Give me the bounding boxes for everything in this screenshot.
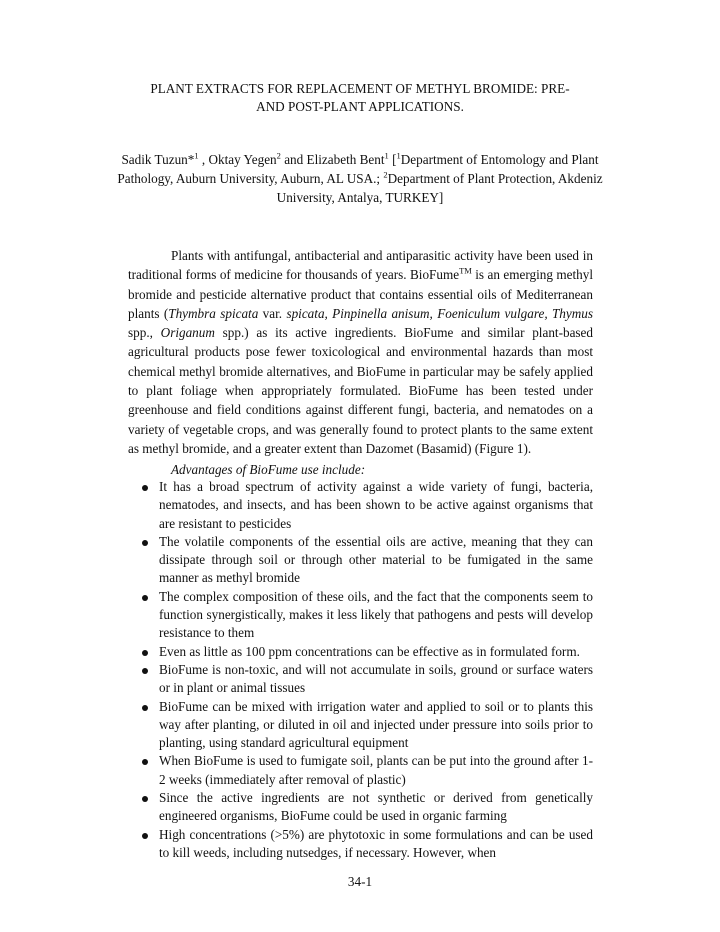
bullet-icon [142, 650, 148, 656]
list-item-text: Even as little as 100 ppm concentrations can be effective as in formulated form. [159, 643, 580, 659]
list-item-text: BioFume is non-toxic, and will not accumulate in soils, ground or surface waters or in plant or animal tissues [159, 661, 593, 696]
advantages-list [128, 478, 593, 862]
list-item-text: High concentrations (>5%) are phytotoxic in some formulations and can be used to kill weeds, including nutsedges, if necessary. However, when [159, 826, 593, 860]
para-text-3: var. [258, 305, 287, 321]
list-item [128, 588, 593, 643]
author-2: , Oktay Yegen [198, 152, 277, 167]
page-number: 34-1 [347, 874, 373, 889]
list-item [128, 789, 593, 826]
species-italic-1: Thymbra spicata [168, 305, 259, 321]
author-block [108, 150, 612, 207]
bullet-icon [142, 540, 148, 546]
species-italic-2: spicata, Pinpinella anisum, Foeniculum vulgare, Thymus [286, 305, 594, 321]
list-item-text: The volatile components of the essential oils are active, meaning that they can dissipate through soil or through other material to be fumigated in the same manner as methyl bromide [159, 533, 593, 586]
list-item [128, 826, 593, 863]
bullet-icon [142, 759, 148, 765]
title-line-2: AND POST-PLANT APPLICATIONS. [256, 99, 464, 114]
para-text-1: Plants with antifungal, antibacterial and antiparasitic activity have been used in traditional forms of medicine for thousands of years. BioFume [128, 248, 593, 283]
bullet-icon [142, 705, 148, 711]
author-2-sup: 2 [276, 150, 281, 161]
author-3: and Elizabeth Bent [280, 152, 385, 167]
para-text-5: spp.) as its active ingredients. BioFume and similar plant-based agricultural products pose fewer toxicological and environmental hazards than most chemical methyl bromide alternatives, and BioFume in particular may be safely applied to plant foliage when appropriately formulated. BioFume has been tested under greenhouse and field conditions against different fungi, bacteria, and nematodes on a variety of vegetable crops, and was generally found to protect plants to the same extent as methyl bromide, and a greater extent than Dazomet (Basamid) (Figure 1). [128, 325, 594, 456]
intro-paragraph [128, 246, 593, 458]
para-text-4: spp., [128, 325, 161, 341]
species-italic-3: Origanum [160, 325, 215, 341]
bullet-icon [142, 833, 148, 839]
list-item [128, 661, 593, 698]
para-text-2: is an emerging methyl bromide and pesticide alternative product that contains essential oils of Mediterranean plants ( [128, 267, 593, 321]
bullet-icon [142, 485, 148, 491]
affiliation-1-sup: 1 [396, 150, 401, 161]
affiliation-1: Department of Entomology and Plant Pathology, Auburn University, Auburn, AL USA.; [117, 152, 599, 186]
list-item-text: BioFume can be mixed with irrigation water and applied to soil or to plants this way after planting, or diluted in oil and injected under pressure into soils prior to planting, using standard agricultural equipment [159, 698, 593, 751]
trademark-sup: TM [459, 265, 472, 276]
list-item [128, 478, 593, 533]
paper-title [110, 80, 610, 116]
author-1-sup: 1 [194, 150, 199, 161]
list-item [128, 643, 593, 661]
bullet-icon [142, 668, 148, 674]
list-item-text: The complex composition of these oils, and the fact that the components seem to function synergistically, makes it less likely that pathogens and pests will develop resistance to them [159, 588, 593, 641]
list-item-text: When BioFume is used to fumigate soil, plants can be put into the ground after 1-2 weeks (immediately after removal of plastic) [159, 753, 593, 787]
list-item [128, 533, 593, 588]
list-item [128, 698, 593, 753]
affiliation-2: Department of Plant Protection, Akdeniz University, Antalya, TURKEY] [276, 171, 603, 205]
title-line-1: PLANT EXTRACTS FOR REPLACEMENT OF METHYL BROMIDE: PRE- [150, 81, 570, 96]
bullet-icon [142, 595, 148, 601]
author-3-sup: 1 [384, 150, 389, 161]
list-item [128, 752, 593, 789]
list-item-text: Since the active ingredients are not synthetic or derived from genetically engineered organisms, BioFume could be used in organic farming [159, 790, 593, 824]
author-1: Sadik Tuzun* [121, 152, 195, 167]
bullet-icon [142, 796, 148, 802]
advantages-heading: Advantages of BioFume use include: [171, 462, 366, 477]
affiliation-2-sup: 2 [383, 169, 388, 180]
affiliation-open: [ [388, 152, 397, 167]
list-item-text: It has a broad spectrum of activity against a wide variety of fungi, bacteria, nematodes, and insects, and has been shown to be active against organisms that are resistant to pesticides [159, 479, 593, 531]
